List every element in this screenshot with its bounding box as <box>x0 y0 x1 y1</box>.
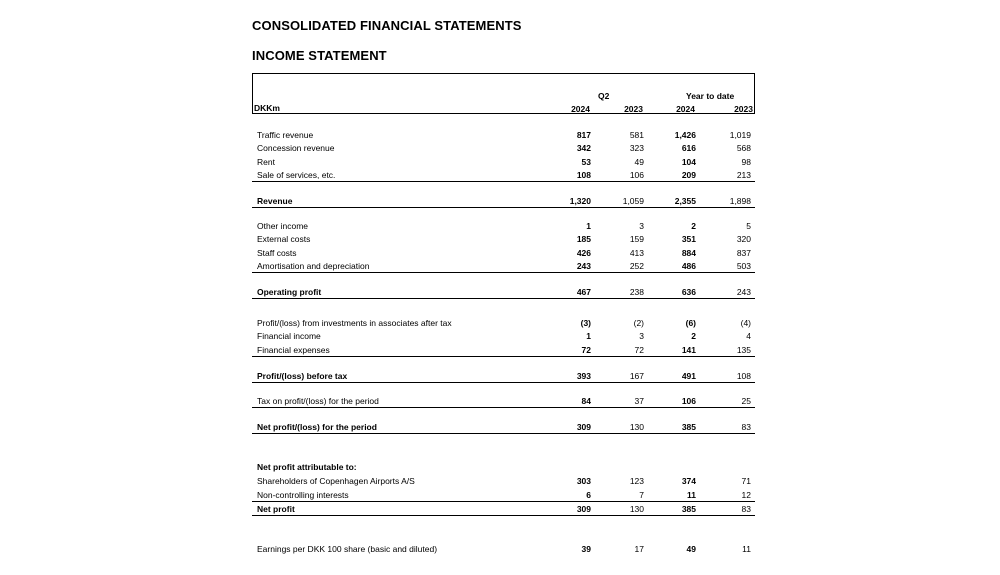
unit-label: DKKm <box>254 103 280 113</box>
divider <box>252 382 755 383</box>
divider <box>252 433 755 434</box>
col-ytd-2024: 2024 <box>676 104 695 114</box>
col-q2-2024: 2024 <box>571 104 590 114</box>
divider <box>252 407 755 408</box>
divider <box>252 298 755 299</box>
row-net-profit: Net profit 309 130 385 83 <box>257 504 751 514</box>
row-earnings-per-share: Earnings per DKK 100 share (basic and diluted) 39 17 49 11 <box>257 544 751 554</box>
row-sale-of-services: Sale of services, etc. 108 106 209 213 <box>257 170 751 180</box>
divider <box>252 356 755 357</box>
statement-title: INCOME STATEMENT <box>252 48 387 63</box>
row-net-profit-period: Net profit/(loss) for the period 309 130 385 83 <box>257 422 751 432</box>
row-external-costs: External costs 185 159 351 320 <box>257 234 751 244</box>
group-ytd-label: Year to date <box>686 91 735 101</box>
row-operating-profit: Operating profit 467 238 636 243 <box>257 287 751 297</box>
row-traffic-revenue: Traffic revenue 817 581 1,426 1,019 <box>257 130 751 140</box>
row-other-income: Other income 1 3 2 5 <box>257 221 751 231</box>
row-staff-costs: Staff costs 426 413 884 837 <box>257 248 751 258</box>
divider <box>252 501 755 502</box>
document-title: CONSOLIDATED FINANCIAL STATEMENTS <box>252 18 522 33</box>
group-q2-label: Q2 <box>598 91 610 101</box>
row-financial-income: Financial income 1 3 2 4 <box>257 331 751 341</box>
row-financial-expenses: Financial expenses 72 72 141 135 <box>257 345 751 355</box>
row-amortisation-depreciation: Amortisation and depreciation 243 252 486 503 <box>257 261 751 271</box>
divider <box>252 515 755 516</box>
row-revenue: Revenue 1,320 1,059 2,355 1,898 <box>257 196 751 206</box>
row-non-controlling: Non-controlling interests 6 7 11 12 <box>257 490 751 500</box>
row-profit-before-tax: Profit/(loss) before tax 393 167 491 108 <box>257 371 751 381</box>
col-ytd-2023: 2023 <box>734 104 753 114</box>
row-shareholders: Shareholders of Copenhagen Airports A/S 303 123 374 71 <box>257 476 751 486</box>
row-associates: Profit/(loss) from investments in associates after tax (3) (2) (6) (4) <box>257 318 751 328</box>
row-tax: Tax on profit/(loss) for the period 84 37 106 25 <box>257 396 751 406</box>
col-q2-2023: 2023 <box>624 104 643 114</box>
divider <box>252 272 755 273</box>
divider <box>252 181 755 182</box>
row-concession-revenue: Concession revenue 342 323 616 568 <box>257 143 751 153</box>
divider <box>252 207 755 208</box>
row-rent: Rent 53 49 104 98 <box>257 157 751 167</box>
row-attributable-heading: Net profit attributable to: <box>257 462 357 472</box>
